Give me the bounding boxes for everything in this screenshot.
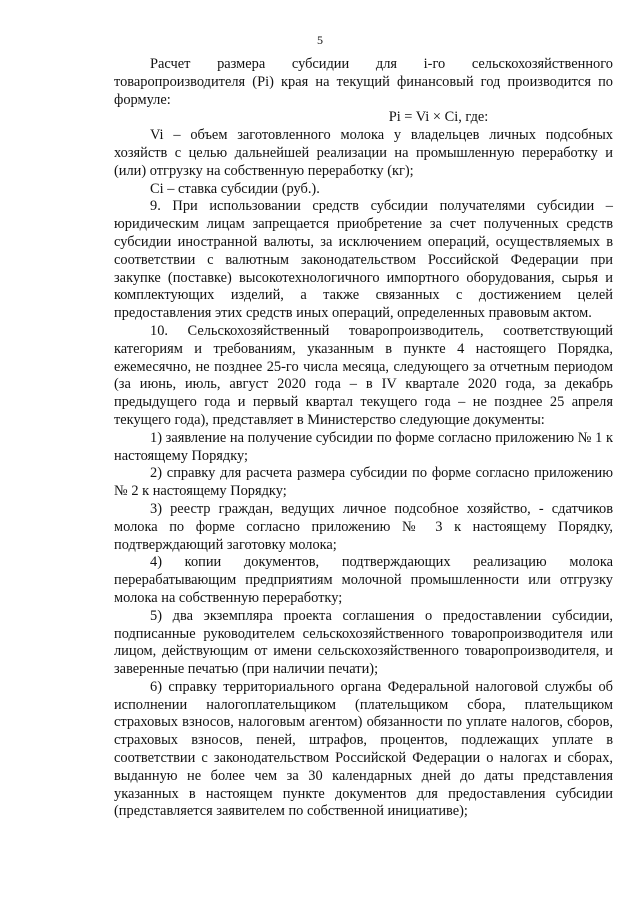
paragraph-clause-9: 9. При использовании средств субсидии получателями субсидии – юридическим лицам запрещается приобретение за счет полученных средств субсидии иностранной валюты, за исключением операций, осуществляемых в соответствии с валютным законодательством Российской Федерации при закупке (поставке) высокотехнологичного импортного оборудования, сырья и комплектующих изделий, а также связанных с достижением целей предоставления этих средств иных операций, определенных правовым актом.	[114, 198, 613, 322]
document-body	[114, 56, 613, 821]
list-item-6: 6) справку территориального органа Федеральной налоговой службы об исполнении налогоплательщиком (плательщиком сбора, плательщиком страховых взносов, налоговым агентом) обязанности по уплате налогов, сборов, страховых взносов, пеней, штрафов, процентов, подлежащих уплате в соответствии с законодательством Российской Федерации о налогах и сборах, выданную не более чем за 30 календарных дней до даты представления указанных в настоящем пункте документов для предоставления субсидии (представляется заявителем по собственной инициативе);	[114, 678, 613, 820]
paragraph-vi-definition: Vi – объем заготовленного молока у владельцев личных подсобных хозяйств с целью дальнейшей реализации на промышленную переработку и (или) отгрузку на собственную переработку (кг);	[114, 127, 613, 179]
list-item-1: 1) заявление на получение субсидии по форме согласно приложению № 1 к настоящему Порядку;	[114, 429, 613, 464]
list-item-5: 5) два экземпляра проекта соглашения о предоставлении субсидии, подписанные руководителем сельскохозяйственного товаропроизводителя или лицом, действующим от имени сельскохозяйственного товаропроизводителя, и заверенные печатью (при наличии печати);	[114, 607, 613, 678]
list-item-4: 4) копии документов, подтверждающих реализацию молока перерабатывающим предприятиям молочной промышленности или отгрузку молока на собственную переработку;	[114, 554, 613, 606]
list-item-2: 2) справку для расчета размера субсидии по форме согласно приложению № 2 к настоящему Порядку;	[114, 465, 613, 500]
paragraph-ci-definition: Ci – ставка субсидии (руб.).	[150, 180, 320, 197]
paragraph-calculation-intro: Расчет размера субсидии для i-го сельскохозяйственного товаропроизводителя (Pi) края на текущий финансовый год производится по формуле:	[114, 56, 613, 108]
list-item-3: 3) реестр граждан, ведущих личное подсобное хозяйство, - сдатчиков молока по форме согласно приложению № 3 к настоящему Порядку, подтверждающий заготовку молока;	[114, 500, 613, 553]
subsidy-formula: Pi = Vi × Ci, где:	[388, 109, 489, 126]
paragraph-clause-10: 10. Сельскохозяйственный товаропроизводитель, соответствующий категориям и требованиям, указанным в пункте 4 настоящего Порядка, ежемесячно, не позднее 25-го числа месяца, следующего за отчетным периодом (за июнь, июль, август 2020 года – в IV квартале 2020 года, за декабрь предыдущего года и первый квартал текущего года – не позднее 25 апреля текущего года), представляет в Министерство следующие документы:	[114, 322, 613, 428]
page-number: 5	[317, 33, 323, 47]
